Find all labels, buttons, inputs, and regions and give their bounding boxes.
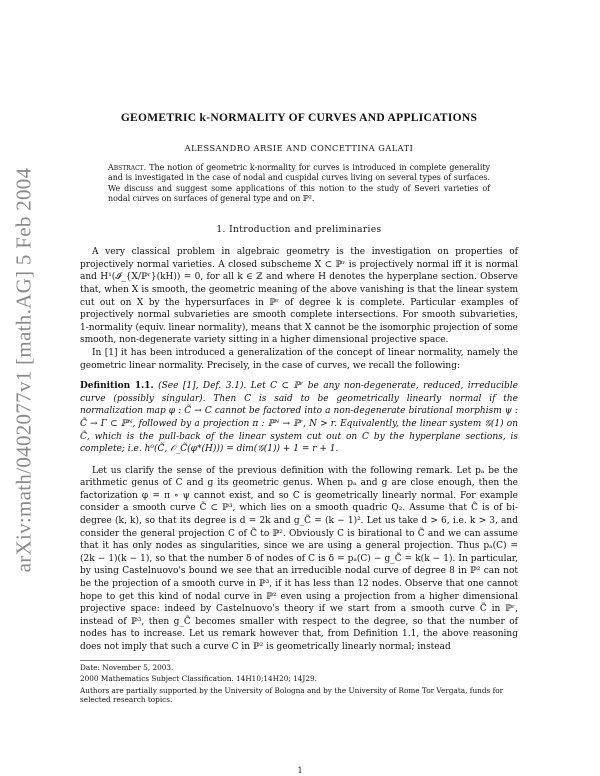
paper-authors: ALESSANDRO ARSIE AND CONCETTINA GALATI — [184, 143, 414, 153]
definition-1-1 — [80, 380, 518, 456]
footnote-rule — [80, 660, 170, 661]
paper-page — [80, 112, 518, 705]
intro-paragraph-3: Let us clarify the sense of the previous definition with the following remark. Let pₐ be the arithmetic genus of C and g its geometric genus. When pₐ and g are close enough, then the factorization φ = π ∘ ψ cannot exist, and so C is geometrically linearly normal. For example consider a smooth curve C̃ ⊂ ℙ³, which lies on a smooth quadric Q₂. Assume that C̃ is of bi-degree (k, k), so that its degree is d = 2k and g_C̃ = (k − 1)². Let us take d > 6, i.e. k > 3, and consider the general projection C of C̃ to ℙ². Obviously C is birational to C̃ and we can assume that it has only nodes as singularities, since we are using a general projection. Thus pₐ(C) = (2k − 1)(k − 1), so that the number δ of nodes of C is δ = pₐ(C) − g_C̃ = k(k − 1). In particular, by using Castelnuovo's bound we see that an irreducible nodal curve of degree 8 in ℙ² can not be the projection of a smooth curve in ℙ³, if it has less than 12 nodes. Observe that one cannot hope to get this kind of nodal curve in ℙ² even using a projection from a higher dimensional projective space: indeed by Castelnuovo's theory if we start from a smooth curve C̃ in ℙʳ, instead of ℙ³, then g_C̃ becomes smaller with respect to the degree, so that the number of nodes has to increase. Let us remark however that, from Definition 1.1, the above reasoning does not imply that such a curve C in ℙ² is geometrically linearly normal; instead — [80, 465, 518, 652]
intro-paragraph-1: A very classical problem in algebraic geometry is the investigation on properties of projectively normal varieties. A closed subscheme X ⊂ ℙʳ is projectively normal iff it is normal and H¹(𝓘_{X/ℙʳ}(kH)) = 0, for all k ∈ ℤ and where H denotes the hyperplane section. Observe that, when X is smooth, the geometric meaning of the above vanishing is that the linear system cut out on X by the hypersurfaces in ℙʳ of degree k is complete. Particular examples of projectively normal subvarieties are smooth complete intersections. For smooth subvarieties, 1-normality (equiv. linear normality), means that X cannot be the isomorphic projection of some smooth, non-degenerate variety sitting in a higher dimensional projective space. — [80, 247, 518, 346]
footnote-date: Date: November 5, 2003. — [80, 662, 174, 672]
footnote-msc: 2000 Mathematics Subject Classification. 14H10;14H20; 14J29. — [80, 674, 317, 684]
abstract-text: The notion of geometric k-normality for curves is introduced in complete generality and is investigated in the case of nodal and cuspidal curves living on several types of surfaces. We discuss and suggest some applications of this notion to the study of Severi varieties of nodal curves on surfaces of general type and on ℙ². — [108, 163, 490, 203]
intro-paragraph-2: In [1] it has been introduced a generalization of the concept of linear normality, namely the geometric linear normality. Precisely, in the case of curves, we recall the following: — [80, 347, 518, 371]
arxiv-identifier: arXiv:math/0402077v1 [math.AG] 5 Feb 2004 — [11, 167, 36, 573]
definition-label: Definition 1.1. — [80, 381, 154, 392]
definition-text: (See [1], Def. 3.1). Let C ⊂ ℙʳ be any non-degenerate, reduced, irreducible curve (possibly singular). Then C is said to be geometrically linearly normal if the normalization map φ : C̃ → C cannot be factored into a non-degenerate birational morphism ψ : C̃ → Γ ⊂ ℙᴺ, followed by a projection π : ℙᴺ → ℙʳ, N > r. Equivalently, the linear system 𝒢(1) on C̃, which is the pull-back of the linear system cut out on C by the hyperplane sections, is complete; i.e. h⁰(C̃, 𝒪_C̃(φ*(H))) = dim(𝒢(1)) + 1 = r + 1. — [80, 381, 518, 455]
arxiv-sidebar-stamp — [6, 150, 42, 590]
footnote-support: Authors are partially supported by the University of Bologna and by the University of Rome Tor Vergata, funds for selected research topics. — [80, 685, 504, 705]
page-number: 1 — [297, 766, 303, 775]
section-heading: 1. Introduction and preliminaries — [216, 225, 382, 236]
paper-title: GEOMETRIC k-NORMALITY OF CURVES AND APPLICATIONS — [120, 112, 478, 124]
abstract — [108, 163, 490, 204]
abstract-label: Abstract. — [108, 163, 147, 172]
